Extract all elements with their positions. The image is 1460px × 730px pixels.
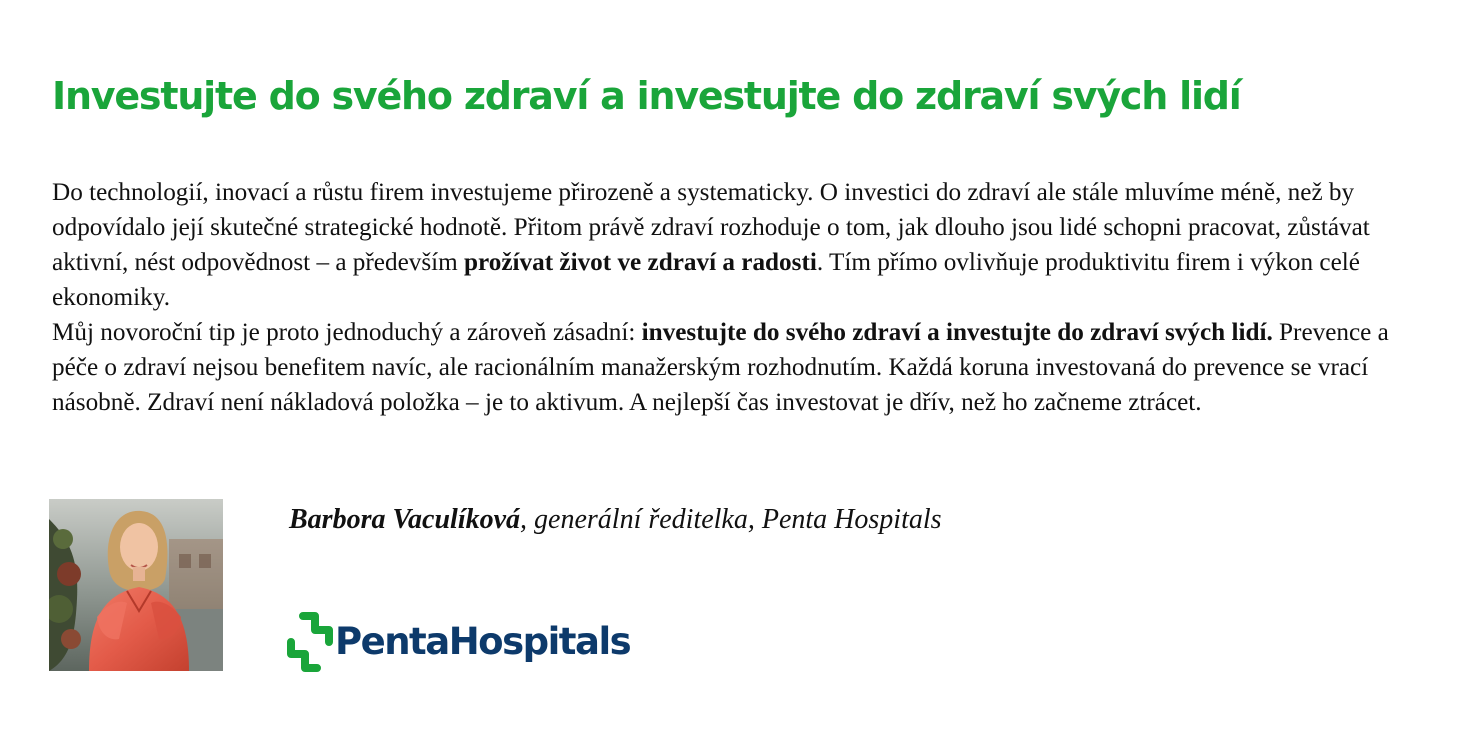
author-name: Barbora Vaculíková <box>289 504 521 535</box>
paragraph-1-emphasis: prožívat život ve zdraví a radosti <box>464 249 817 276</box>
article-body <box>52 175 1402 420</box>
paragraph-2-emphasis: investujte do svého zdraví a investujte do zdraví svých lidí. <box>641 319 1273 346</box>
paragraph-1 <box>52 175 1402 315</box>
author-role: , generální ředitelka, Penta Hospitals <box>520 504 942 535</box>
paragraph-1-text-b: . Tím přímo ovlivňuje produktivitu firem i výkon celé ekonomiky. <box>52 249 1360 311</box>
paragraph-2-text-b: Prevence a péče o zdraví nejsou benefitem navíc, ale racionálním manažerským rozhodnutím. Každá koruna investovaná do prevence se vrací násobně. Zdraví není nákladová položka – je to aktivum. A nejlepší čas investovat je dřív, než ho začneme ztrácet. <box>52 319 1389 416</box>
penta-hospitals-logo <box>287 612 630 672</box>
medical-cross-logo-icon <box>287 612 333 672</box>
paragraph-2-text-a: Můj novoroční tip je proto jednoduchý a zároveň zásadní: <box>52 319 642 346</box>
paragraph-2 <box>52 315 1402 420</box>
page-title: Investujte do svého zdraví a investujte do zdraví svých lidí <box>52 74 1241 118</box>
logo-wordmark: PentaHospitals <box>335 620 631 663</box>
paragraph-1-text-a: Do technologií, inovací a růstu firem investujeme přirozeně a systematicky. O investici do zdraví ale stále mluvíme méně, než by odpovídalo její skutečné strategické hodnotě. Přitom právě zdraví rozhoduje o tom, jak dlouho jsou lidé schopni pracovat, zůstávat aktivní, nést odpovědnost – a především <box>52 179 1370 276</box>
author-portrait-photo <box>49 499 223 671</box>
author-signature <box>289 500 942 540</box>
